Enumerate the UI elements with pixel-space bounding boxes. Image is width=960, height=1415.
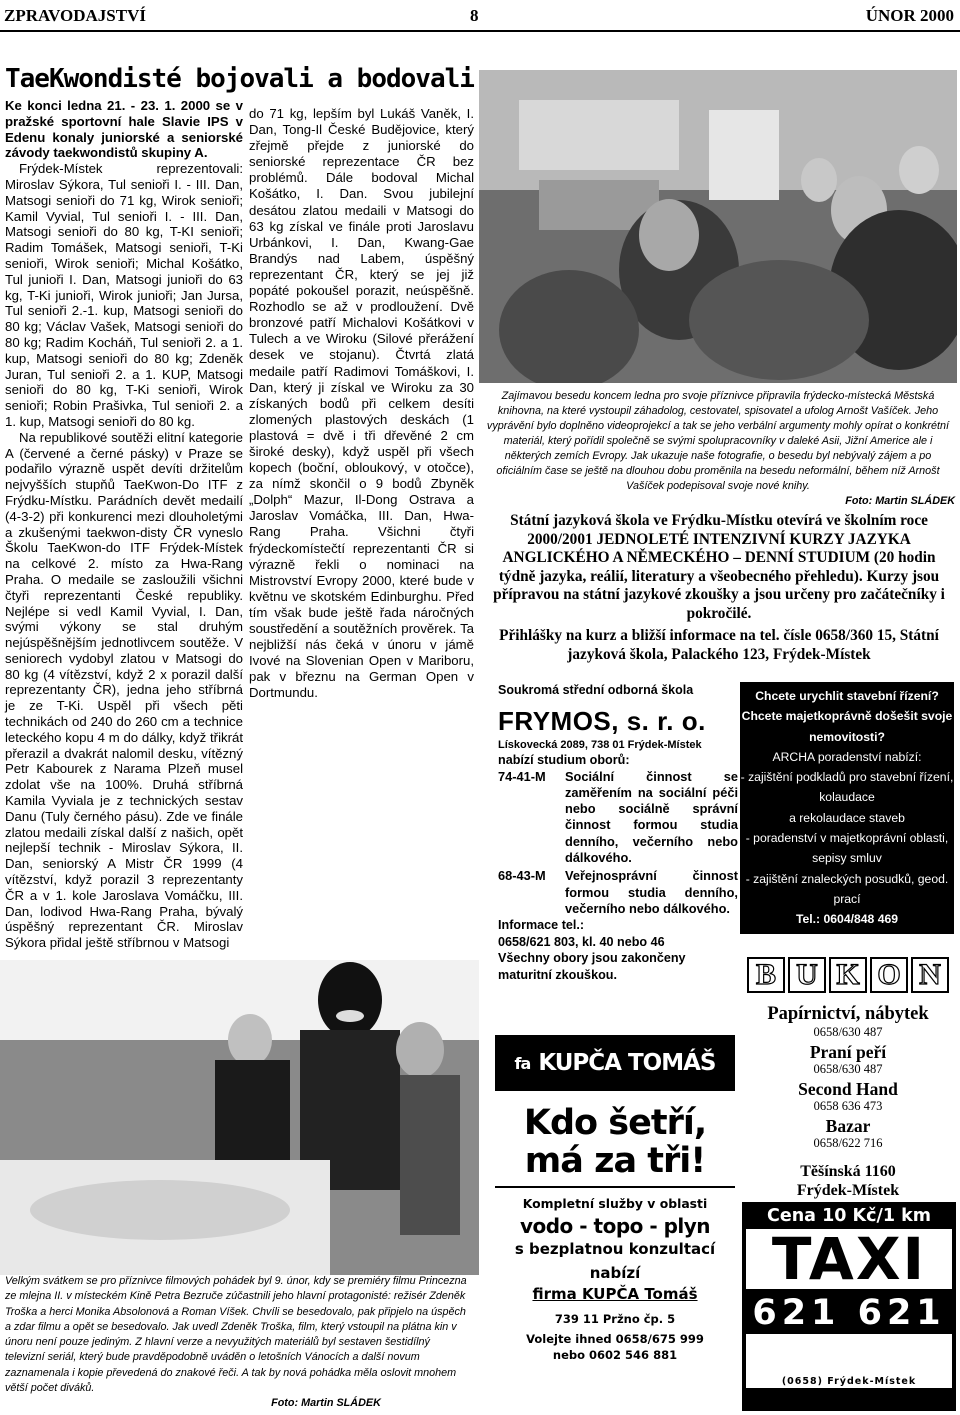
bukon-item-tel: 0658/622 716 [813,1136,883,1150]
kupca-divider [495,1186,735,1188]
bukon-street: Těšínská 1160 [800,1163,896,1180]
page-number: 8 [470,6,479,25]
bukon-item-title: Bazar [825,1116,871,1136]
logo-letter: B [747,957,785,993]
kupca-services: Kompletní služby v oblasti [522,1196,708,1211]
bukon-city: Frýdek-Místek [796,1182,900,1199]
logo-letter: N [911,957,949,993]
bukon-item-title: Papírnictví, nábytek [767,1004,929,1024]
article-headline: TaeKwondisté bojovali a bodovali [5,64,474,94]
taxi-ad [742,1202,956,1411]
slogan-line: Kdo šetří, [523,1103,707,1143]
article-lead: Ke konci ledna 21. - 23. 1. 2000 se v pražské sportovní hale Slavie IPS v Edenu konaly juniorské a seniorské závody taekwondistů skupiny A. [5,98,243,161]
taxi-number-1: 621 621 [752,1293,946,1333]
program-text: Sociální činnost se zaměřením na sociální péči nebo sociálně správní činnost formou studia denního, večerního nebo dálkového. [565,768,738,865]
kupca-fa: fa [514,1053,531,1073]
slogan-line: má za tři! [524,1141,706,1181]
frymos-name: FRYMOS, s. r. o. [498,706,706,736]
archa-question-2: Chcete majetkoprávně došešit svoje nemovitosti? [741,709,953,744]
header-rule [0,30,960,32]
bukon-item-tel: 0658 636 473 [813,1099,883,1113]
kupca-info [495,1196,735,1363]
kupca-logo [495,1035,735,1091]
frymos-type: Soukromá střední odborná škola [498,683,694,697]
bukon-item-tel: 0658/630 487 [813,1062,883,1076]
bukon-item-tel: 0658/630 487 [813,1025,883,1039]
article-paragraph-2-part: do 71 kg, lepším byl Lukáš Vaněk, I. Dan, Tong-Il České Budějovice, který zřejmě přejde z juniorské do seniorské reprezentace ČR bez problémů. Dále bodoval Michal Košátko, I. Dan. Svou jubilejní desátou zlatou medaili v Matsogi do 63 kg získal ve finále proti Jaroslavu Urbánkovi, I. Dan, Kwang-Gae Brandýs nad Labem, úspěšný reprezentant ČR, který se jej již popáté pokoušel porazit, neúspěšně. Rozhodlo se až v prodloužení. Dvě bronzové patří Michalovi Košátkovi v Tulech a ve Wiroku (Silové přerážení desek ve stojanu). Čtvrtá zlatá medaile patří Radimovi Tomáškovi, I. Dan, který ji získal ve Wiroku za 30 získaných bodů při celkem desíti zlomených plastových deskách (1 plastová = dvě i tři dřevěné 2 cm široké desky), když uspěl při všech kopech (boční, obloukový, v otočce), za nímž skončil o 9 bodů Zbyněk „Dolph“ Mazur, Il-Dong Ostrava a Jaroslav Vomáčka, III. Dan, Hwa-Rang Praha. Všichni čtyři frýdeckomístečtí reprezentanti ČR si výrazně řekli o nominaci na Mistrovství Evropy 2000, které bude v květnu ve skotském Edinburghu. Před tím však bude ještě řada náročných soustředění a soutěžních prověrek. Ta nejbližší nás čeká v únoru v jámě Ivové na Slovenian Open v Mariboru, pak v březnu na German Open v Dortmundu. [249,106,474,701]
article-column-1 [5,98,243,951]
archa-offer: ARCHA poradenství nabízí: [772,749,922,764]
premiere-photo [0,960,479,1275]
premiere-caption [5,1274,467,1412]
program-item [498,769,738,867]
kupca-offers: nabízí [589,1264,641,1282]
article-paragraph-1: Frýdek-Místek reprezentovali: Miroslav Sýkora, Tul senioři I. - III. Dan, Matsogi senioři do 71 kg, Wirok senioři; Kamil Vyvial, Tul senioři I. - III. Dan, Matsogi senioři do 80 kg, T-KI senioři; Radim Tomášek, Matsogi senioři, T-Ki senioři, Wirok senioři; Michal Košátko, Tul junioři I. Dan, Matsogi junioři do 63 kg, T-Ki junioři, Wirok junioři; Jan Jursa, Tul senioři 2.-1. kup, Matsogi senioři do 80 kg; Václav Vašek, Matsogi senioři do 80 kg; Radim Kocháň, Tul senioři 2. a 1. kup, Matsogi senioři do 80 kg; Zdeněk Juran, Tul senioři 2. a 1. KUP, Matsogi senioři do 80 kg, T-Ki senioři, Wirok senioři; Robin Prašivka, Tul senioři 2. a 1. kup, Matsogi senioři do 80 kg. [5,161,243,429]
archa-item: - poradenství v majetkoprávní oblasti, sepisy smluv [745,831,949,866]
bukon-item-title: Second Hand [798,1079,898,1099]
photo-credit: Foto: Martin SLÁDEK [271,1397,381,1410]
frymos-info-label: Informace tel.: [498,918,585,933]
frymos-info-tel: 0658/621 803, kl. 40 nebo 46 [498,934,665,949]
kupca-trades: vodo - topo - plyn [519,1214,711,1238]
kupca-call-1: Volejte ihned 0658/675 999 [526,1332,704,1346]
library-talk-caption [481,389,955,509]
bukon-logo [745,957,951,997]
taxi-number-2: 622 050 [746,1334,952,1376]
logo-letter: U [788,957,826,993]
program-text: Veřejnosprávní činnost formou studia denního, večerního nebo dálkového. [565,868,738,916]
archa-ad [740,682,954,934]
archa-item: - zajištění podkladů pro stavební řízení, kolaudace [740,770,954,805]
kupca-firm: firma KUPČA Tomáš [532,1285,698,1303]
taxi-word: TAXI [746,1229,952,1289]
archa-item: - zajištění znaleckých posudků, geod. prací [745,871,949,906]
language-school-ad [484,512,954,664]
archa-tel: Tel.: 0604/848 469 [795,912,899,927]
logo-letter: K [829,957,867,993]
caption-text: Zajímavou besedu koncem ledna pro svoje příznivce připravila frýdecko-místecká Městská knihovna, na které vystoupil záhadolog, cestovatel, spisovatel a ufolog Arnošt Vašíček. Jeho vyprávění bylo doplněno videoprojekcí a tak se jeho verbální argumenty mohly opírat o konkrétní materiál, který pořídil společně se svými spolupracovníky v daleké Asii, Jižní Americe ale i některých zemích Evropy. Jak ukazuje naše fotografie, o besedu byl nebývalý zájem a po oficiálním čase se ještě na dlouhou dobu proměnila na besedu neformální, během níž Arnošt Vašíček podepisoval svoje nové knihy. [486,390,950,492]
photo-illustration [479,70,957,383]
caption-text: Velkým svátkem se pro příznivce filmových pohádek byl 9. únor, kdy se premiéry filmu Princezna ze mlejna II. v místeckém Kině Petra Bezruče zúčastnili jeho hlavní protagonisté: režisér Zdeněk Troška a herci Monika Absolonová a Roman Víšek. Chvíli se besedovalo, pak připjelo na úspěch a zdar filmu a opět se besedovalo. Jak uvedl Zdeněk Troška, film, který vstoupil na plátna kin v únoru není pouze jediným. Z hlavní verze a nevyužitých materiálů byl sestaven šestidílný televizní seriál, který bude pravděpodobně uváděn o letošních Vánocích a další novum zaznamenala i kopie převedená do znakové řeči. A tak by nová pohádka měla oslovit mnohem větší počet diváků. [5,1275,467,1395]
kupca-name: KUPČA TOMÁŠ [538,1050,716,1076]
school-ad-contact: Přihlášky na kurz a bližší informace na tel. čísle 0658/360 15, Státní jazyková škola, Palackého 123, Frýdek-Místek [499,627,939,663]
article-column-2 [249,106,474,701]
bukon-ad [742,957,954,1200]
photo-credit: Foto: Martin SLÁDEK [845,495,955,507]
photo-illustration [0,960,479,1275]
frymos-ad [498,682,738,983]
page-header [0,6,960,28]
program-code: 74-41-M [498,768,546,784]
article-paragraph-2-part: Na republikové soutěži elitní kategorie A (červené a černé pásky) v Praze se podařilo výrazně uspět devíti držitelům nejvyšších stupňů TaeKwon-Do ITF z Frýdku-Místku. Parádních devět medailí (4-3-2) při konkurenci mezi dlouholetými a zkušenými taekwon-disty ČR vyneslo Školu TaeKwon-do ITF Frýdek-Místek na celkové 2. místo za Hwa-Rang Praha. O medaile se zasloužili všichni čtyři reprezentanti České republiky. Nejlépe si vedl Kamil Vyvial, I. Dan, svými výkony se stal druhým nejúspěšnějším jednotlivcem soutěže. V seniorech vydobyl zlatou v Matsogi do 80 kg (4 vítězství, když 2 x porazil další reprezentanty ČR), jedna jeho stříbrná je ze T-Ki. Uspěl při všech pěti technikách od 240 do 260 cm a technice leteckého kopu 4 m do dálky, když třikrát přerazil a dvakrát nalomil desku, vítězný Petr Kabourek z Narama Plzeň musel zdolat vše na 100%. Druhá stříbrná Kamila Vyviala je z technických sestav Danu (Tuly černého pásu). Zde ve finále zlatou medaili získal další z našich, opět nejlepší technik - Miroslav Sýkora, II. Dan, seniorský A Mistr ČR 1999 (4 vítězství, když porazil 3 reprezentanty ČR a v 1. kole Jaroslava Vomáčku, III. Dan, lodivod Hwa-Rang Praha, bývalý úspěšný reprezentant ČR. Miroslav Sýkora přidal ještě stříbrnou v Matsogi [5,429,243,951]
issue-date: ÚNOR 2000 [865,6,954,25]
kupca-address: 739 11 Pržno čp. 5 [554,1312,676,1326]
frymos-info-note: Všechny obory jsou zakončeny maturitní zkouškou. [498,951,686,982]
kupca-slogan [495,1104,735,1180]
bukon-item-title: Praní peří [809,1042,887,1062]
kupca-call-2: nebo 0602 546 881 [552,1348,678,1362]
taxi-price: Cena 10 Kč/1 km [767,1206,931,1226]
kupca-consult: s bezplatnou konzultací [514,1240,716,1258]
taxi-prefix: (0658) Frýdek-Místek [746,1376,952,1388]
school-ad-text: Státní jazyková škola ve Frýdku-Místku otevírá ve školním roce 2000/2001 JEDNOLETÉ INTENZIVNÍ KURZY JAZYKA ANGLICKÉHO A NĚMECKÉHO – DENNÍ STUDIUM (20 hodin týdně jazyka, reálií, literatury a všeobecného přehledu). Kurzy jsou přípravou na státní jazykové zkoušky a jsou určeny pro začátečníky i pokročilé. [493,512,945,622]
archa-question-1: Chcete urychlit stavební řízení? [755,689,939,703]
logo-letter: O [870,957,908,993]
frymos-address: Lískovecká 2089, 738 01 Frýdek-Místek [498,739,702,751]
program-item [498,868,738,917]
section-name: ZPRAVODAJSTVÍ [4,6,146,25]
archa-item: a rekolaudace staveb [789,810,905,825]
library-talk-photo [479,70,957,383]
frymos-offer: nabízí studium oborů: [498,753,630,767]
program-code: 68-43-M [498,868,546,884]
